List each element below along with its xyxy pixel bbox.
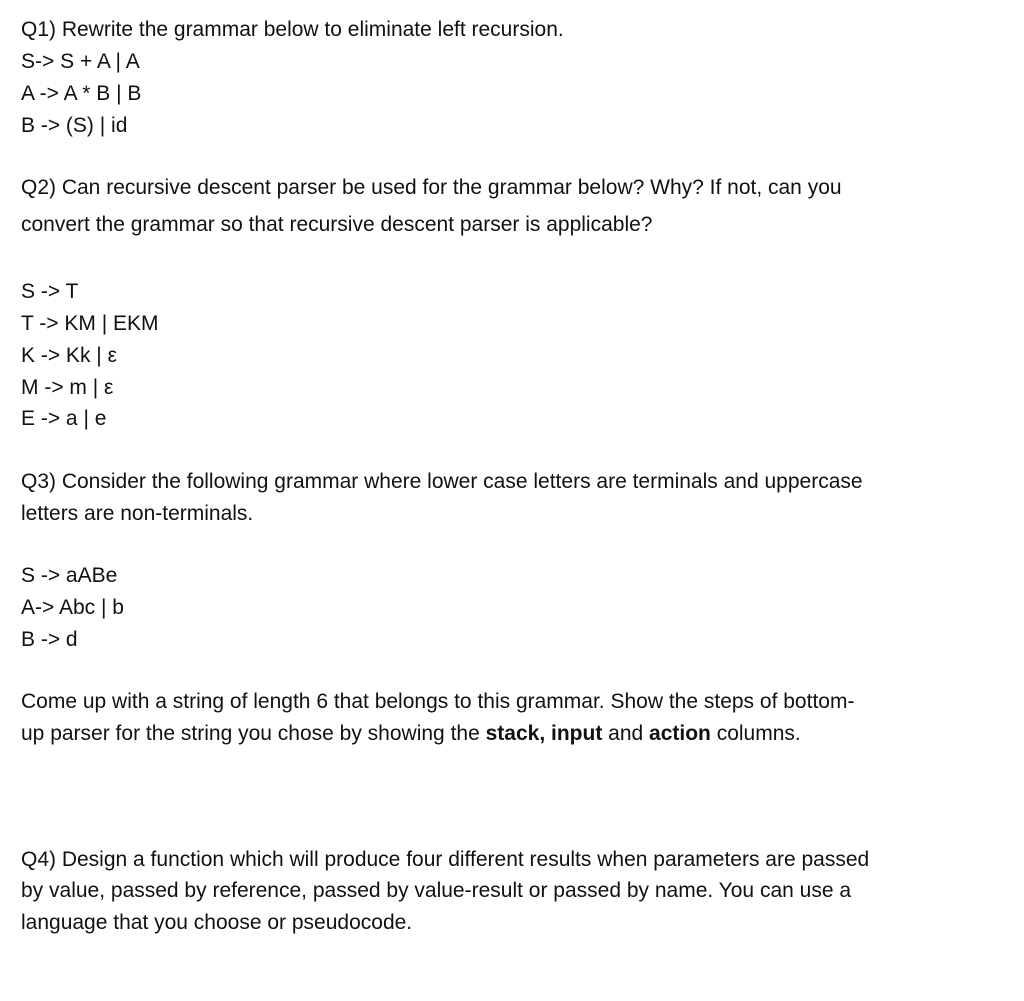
q4-line2: by value, passed by reference, passed by value-result or passed by name. You can use a <box>21 879 852 902</box>
q2-rule-3: K -> Kk | ε <box>21 344 117 367</box>
q2-title-line2: convert the grammar so that recursive descent parser is applicable? <box>21 213 653 236</box>
q3-title-line1: Q3) Consider the following grammar where lower case letters are terminals and uppercase <box>21 470 863 493</box>
q4-line1: Q4) Design a function which will produce four different results when parameters are passed <box>21 848 870 871</box>
q3-task-line2 <box>21 723 801 744</box>
q3-task-suffix: columns. <box>710 722 801 745</box>
q1-rule-3: B -> (S) | id <box>21 114 128 137</box>
q3-task-action: action <box>649 722 711 745</box>
q2-rule-2: T -> KM | EKM <box>21 312 159 335</box>
q3-title-line2: letters are non-terminals. <box>21 502 254 525</box>
q2-rule-5: E -> a | e <box>21 407 107 430</box>
q3-task-stack: stack, <box>485 722 546 745</box>
q4-line3: language that you choose or pseudocode. <box>21 911 413 934</box>
q2-rule-1: S -> T <box>21 280 79 303</box>
q1-rule-1: S-> S + A | A <box>21 50 140 73</box>
q3-task-input: input <box>551 722 603 745</box>
q3-rule-3: B -> d <box>21 628 78 651</box>
q3-task-line1: Come up with a string of length 6 that belongs to this grammar. Show the steps of bottom- <box>21 690 855 713</box>
q3-rule-2: A-> Abc | b <box>21 596 124 619</box>
q2-title-line1: Q2) Can recursive descent parser be used for the grammar below? Why? If not, can you <box>21 176 842 199</box>
q1-rule-2: A -> A * B | B <box>21 82 142 105</box>
q1-title: Q1) Rewrite the grammar below to eliminate left recursion. <box>21 18 564 41</box>
q2-rule-4: M -> m | ε <box>21 376 114 399</box>
q3-rule-1: S -> aABe <box>21 564 118 587</box>
q3-task-and: and <box>602 722 650 745</box>
q3-task-prefix: up parser for the string you chose by showing the <box>21 722 486 745</box>
